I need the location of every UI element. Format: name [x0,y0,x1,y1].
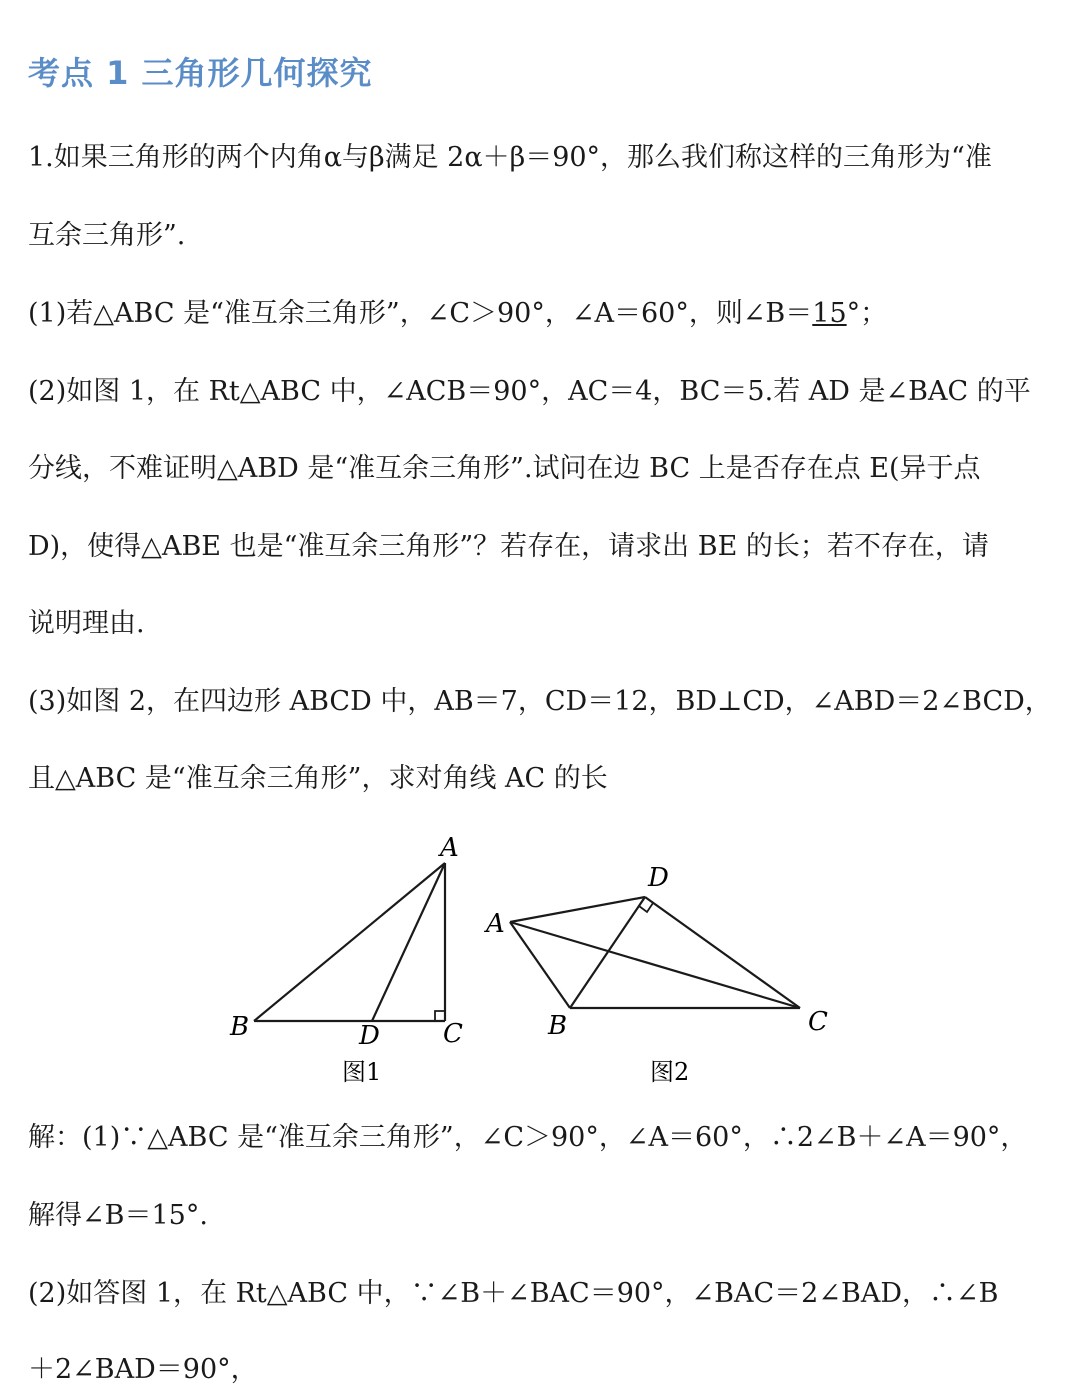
problem-intro-line-1: 1.如果三角形的两个内角α与β满足 2α＋β＝90°，那么我们称这样的三角形为“准 [28,142,992,173]
part-2-line-2: 分线，不难证明△ABD 是“准互余三角形”.试问在边 BC 上是否存在点 E(异于点 [28,453,981,484]
part-2-line-1: (2)如图 1，在 Rt△ABC 中，∠ACB＝90°，AC＝4，BC＝5.若 AD 是∠BAC 的平 [28,376,1031,407]
solution-line-4: ＋2∠BAD＝90°， [28,1354,258,1385]
part-3-line-2: 且△ABC 是“准互余三角形”，求对角线 AC 的长 [28,763,608,794]
solution-line-3: (2)如答图 1，在 Rt△ABC 中，∵∠B＋∠BAC＝90°，∠BAC＝2∠BAD，∴∠B [28,1278,999,1309]
fig1-caption: 图1 [342,1058,382,1086]
part-1-question [28,294,1058,334]
figures [0,830,1080,1100]
fig2-side-ad [510,897,645,922]
part-1-answer: 15 [812,298,847,329]
fig2-label-d: D [648,863,669,893]
solution-line-1: 解：(1)∵△ABC 是“准互余三角形”，∠C＞90°，∠A＝60°，∴2∠B＋∠A＝90°， [28,1122,1028,1153]
figures-svg [0,830,1080,1100]
figure-1 [254,863,445,1021]
problem-intro-line-2: 互余三角形”. [28,220,186,251]
fig2-diagonal-bd [570,897,645,1008]
fig2-label-c: C [808,1007,828,1037]
fig1-label-c: C [443,1019,463,1049]
section-heading: 考点 1 三角形几何探究 [28,54,373,92]
fig1-label-b: B [230,1012,250,1042]
fig2-side-ab [510,922,570,1008]
fig1-label-d: D [359,1021,380,1051]
fig1-label-a: A [440,833,459,863]
fig2-diagonal-ac [510,922,800,1008]
fig2-label-a: A [486,909,505,939]
figure-2 [510,897,800,1008]
fig1-bisector-ad [372,863,445,1021]
part-2-line-4: 说明理由. [28,608,145,639]
solution-line-2: 解得∠B＝15°. [28,1200,208,1231]
part-3-line-1: (3)如图 2，在四边形 ABCD 中，AB＝7，CD＝12，BD⊥CD，∠ABD＝2∠BCD， [28,686,1052,717]
fig2-label-b: B [548,1011,568,1041]
fig1-side-ab [254,863,445,1021]
part-2-line-3: D)，使得△ABE 也是“准互余三角形”？若存在，请求出 BE 的长；若不存在，请 [28,531,989,562]
fig2-side-dc [645,897,800,1008]
part-1-text: (1)若△ABC 是“准互余三角形”，∠C＞90°，∠A＝60°，则∠B＝ [28,298,813,329]
part-1-suffix: °； [846,298,888,329]
fig2-caption: 图2 [650,1058,690,1086]
